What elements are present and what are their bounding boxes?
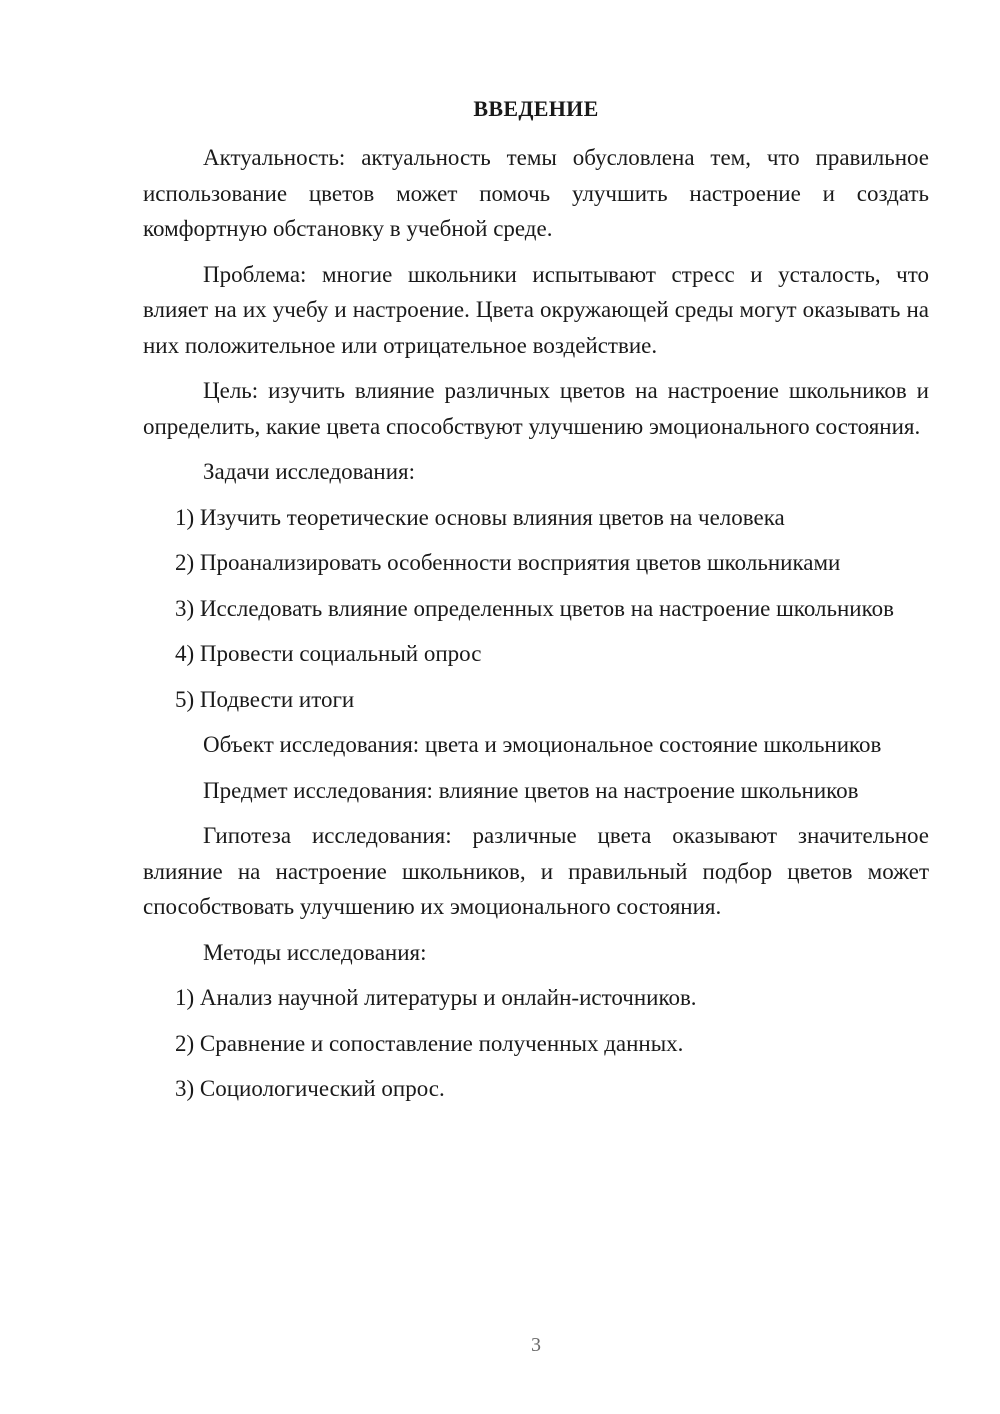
section-heading: ВВЕДЕНИЕ	[473, 96, 599, 121]
body-text	[143, 140, 929, 1117]
task-item: 2) Проанализировать особенности восприятия цветов школьниками	[175, 550, 841, 575]
task-item: 5) Подвести итоги	[175, 686, 355, 712]
paragraph-problem: Проблема: многие школьники испытывают стресс и усталость, что влияет на их учебу и настроение. Цвета окружающей среды могут оказывать на них положительное или отрицательное воздействие.	[143, 261, 929, 358]
paragraph-object: Объект исследования: цвета и эмоциональное состояние школьников	[203, 732, 882, 757]
method-item: 1) Анализ научной литературы и онлайн-источников.	[175, 985, 697, 1010]
task-item: 3) Исследовать влияние определенных цветов на настроение школьников	[175, 595, 894, 621]
paragraph-relevance: Актуальность: актуальность темы обусловлена тем, что правильное использование цветов может помочь улучшить настроение и создать комфортную обстановку в учебной среде.	[143, 145, 929, 241]
method-item: 2) Сравнение и сопоставление полученных данных.	[175, 1030, 684, 1056]
method-item: 3) Социологический опрос.	[175, 1076, 445, 1101]
paragraph-subject: Предмет исследования: влияние цветов на настроение школьников	[203, 777, 859, 803]
task-item: 4) Провести социальный опрос	[175, 641, 482, 666]
paragraph-hypothesis: Гипотеза исследования: различные цвета оказывают значительное влияние на настроение школьников, и правильный подбор цветов может способствовать улучшению их эмоционального состояния.	[143, 823, 929, 919]
paragraph-methods-heading: Методы исследования:	[203, 939, 427, 965]
paragraph-goal: Цель: изучить влияние различных цветов на настроение школьников и определить, какие цвета способствуют улучшению эмоционального состояния.	[143, 378, 929, 439]
page-number: 3	[531, 1334, 541, 1356]
task-item: 1) Изучить теоретические основы влияния цветов на человека	[175, 504, 785, 530]
paragraph-tasks-heading: Задачи исследования:	[203, 459, 416, 484]
